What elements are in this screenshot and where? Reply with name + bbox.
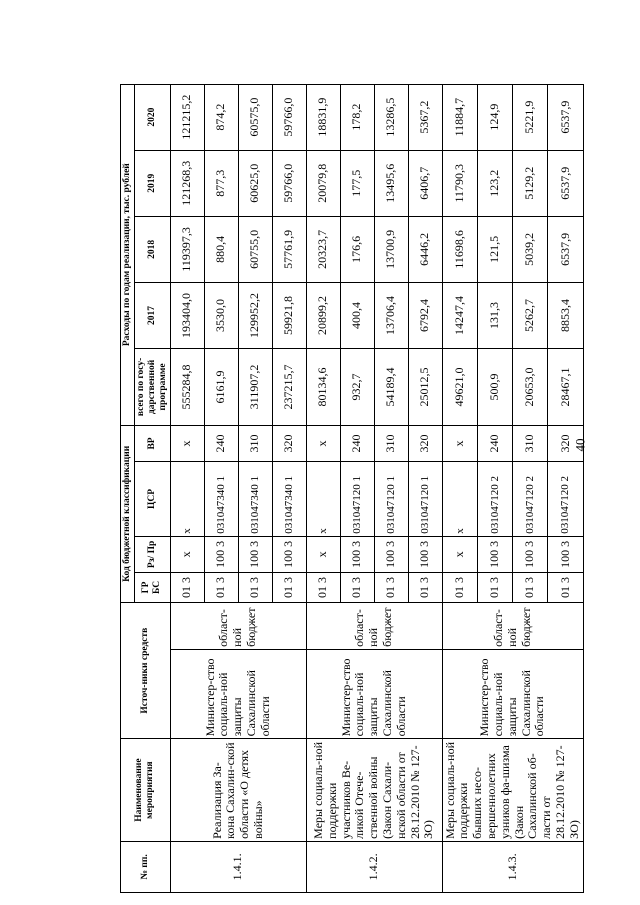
header-grbs: ГР БС	[134, 573, 170, 603]
header-total: всего по госу-дарственной программе	[134, 349, 170, 426]
cell-rzpr: 100 3	[513, 536, 548, 572]
cell-total: 500,9	[477, 349, 512, 426]
row-number: 1.4.2.	[306, 841, 442, 892]
cell-total: 25012,5	[408, 349, 442, 426]
cell-y2019: 13495,6	[374, 150, 408, 216]
cell-vr: 310	[374, 425, 408, 461]
cell-grbs: 01 3	[238, 573, 272, 603]
cell-y2017: 400,4	[340, 282, 374, 348]
header-csr: ЦСР	[134, 462, 170, 537]
cell-csr: 031047120 2	[477, 462, 512, 537]
cell-y2017: 59921,8	[272, 282, 306, 348]
header-year-2020: 2020	[134, 84, 170, 150]
cell-y2017: 14247,4	[442, 282, 477, 348]
cell-vr: 240	[204, 425, 238, 461]
cell-y2020: 124,9	[477, 84, 512, 150]
cell-grbs: 01 3	[306, 573, 340, 603]
cell-grbs: 01 3	[340, 573, 374, 603]
measure-name: Меры социаль-ной поддержки участников Ве-ликой Отече-ственной войны (Закон Сахали-нской области от 28.12.2010 № 127-ЗО)	[306, 739, 442, 841]
cell-y2018: 880,4	[204, 216, 238, 282]
cell-y2019: 5129,2	[513, 150, 548, 216]
cell-csr: 031047120 1	[340, 462, 374, 537]
page-number: 40	[572, 438, 588, 452]
cell-vr: 320	[272, 425, 306, 461]
cell-y2020: 874,2	[204, 84, 238, 150]
cell-grbs: 01 3	[477, 573, 512, 603]
cell-y2017: 3530,0	[204, 282, 238, 348]
cell-y2020: 60575,0	[238, 84, 272, 150]
cell-y2020: 18831,9	[306, 84, 340, 150]
cell-y2018: 57761,9	[272, 216, 306, 282]
table-row	[306, 14, 340, 893]
cell-rzpr: 100 3	[477, 536, 512, 572]
cell-grbs: 01 3	[442, 573, 477, 603]
header-rzpr: Рз/ Пр	[134, 536, 170, 572]
cell-grbs: 01 3	[170, 573, 204, 603]
cell-y2020: 11884,7	[442, 84, 477, 150]
cell-rzpr: 100 3	[374, 536, 408, 572]
cell-y2020: 6537,9	[548, 84, 583, 150]
header-vr: ВР	[134, 425, 170, 461]
cell-grbs: 01 3	[408, 573, 442, 603]
cell-vr: 240	[340, 425, 374, 461]
cell-y2020: 121215,2	[170, 84, 204, 150]
cell-csr: 031047120 2	[513, 462, 548, 537]
rotated-page	[120, 13, 581, 893]
cell-y2018: 60755,0	[238, 216, 272, 282]
cell-vr: x	[170, 425, 204, 461]
header-budget-class: Код бюджетной классификации	[121, 425, 135, 602]
header-year-2017: 2017	[134, 282, 170, 348]
cell-y2017: 13706,4	[374, 282, 408, 348]
cell-csr: x	[306, 462, 340, 537]
cell-y2018: 11698,6	[442, 216, 477, 282]
executor: Министер-ство социаль-ной защиты Сахалинской области	[170, 649, 306, 739]
cell-vr: 320	[548, 425, 583, 461]
cell-y2019: 123,2	[477, 150, 512, 216]
cell-vr: 320	[408, 425, 442, 461]
row-number: 1.4.3.	[442, 841, 583, 892]
cell-y2019: 177,5	[340, 150, 374, 216]
cell-y2017: 131,3	[477, 282, 512, 348]
cell-total: 49621,0	[442, 349, 477, 426]
cell-csr: x	[170, 462, 204, 537]
cell-y2019: 20079,8	[306, 150, 340, 216]
cell-y2017: 129952,2	[238, 282, 272, 348]
row-number: 1.4.1.	[170, 841, 306, 892]
cell-y2020: 5221,9	[513, 84, 548, 150]
cell-rzpr: 100 3	[272, 536, 306, 572]
executor: Министер-ство социаль-ной защиты Сахалинской области	[306, 649, 442, 739]
cell-y2017: 5262,7	[513, 282, 548, 348]
cell-y2018: 119397,3	[170, 216, 204, 282]
funding-source: област-ной бюджет	[170, 602, 306, 649]
cell-rzpr: 100 3	[408, 536, 442, 572]
cell-y2019: 6406,7	[408, 150, 442, 216]
cell-y2018: 176,6	[340, 216, 374, 282]
cell-rzpr: x	[442, 536, 477, 572]
cell-grbs: 01 3	[548, 573, 583, 603]
cell-y2017: 20899,2	[306, 282, 340, 348]
cell-grbs: 01 3	[204, 573, 238, 603]
cell-csr: x	[442, 462, 477, 537]
cell-rzpr: 100 3	[340, 536, 374, 572]
cell-csr: 031047120 1	[374, 462, 408, 537]
cell-y2019: 6537,9	[548, 150, 583, 216]
cell-y2018: 121,5	[477, 216, 512, 282]
cell-grbs: 01 3	[513, 573, 548, 603]
header-year-2018: 2018	[134, 216, 170, 282]
cell-y2020: 59766,0	[272, 84, 306, 150]
cell-y2018: 6537,9	[548, 216, 583, 282]
cell-total: 28467,1	[548, 349, 583, 426]
header-name: Наименование мероприятия	[121, 739, 171, 841]
cell-total: 237215,7	[272, 349, 306, 426]
cell-rzpr: 100 3	[238, 536, 272, 572]
cell-total: 932,7	[340, 349, 374, 426]
cell-csr: 031047120 2	[548, 462, 583, 537]
cell-total: 54189,4	[374, 349, 408, 426]
cell-grbs: 01 3	[374, 573, 408, 603]
cell-total: 80134,6	[306, 349, 340, 426]
cell-y2020: 5367,2	[408, 84, 442, 150]
cell-y2020: 178,2	[340, 84, 374, 150]
cell-y2019: 59766,0	[272, 150, 306, 216]
cell-y2019: 60625,0	[238, 150, 272, 216]
cell-y2020: 13286,5	[374, 84, 408, 150]
cell-total: 311907,2	[238, 349, 272, 426]
cell-y2017: 8853,4	[548, 282, 583, 348]
cell-vr: 240	[477, 425, 512, 461]
cell-rzpr: 100 3	[548, 536, 583, 572]
cell-csr: 031047120 1	[408, 462, 442, 537]
cell-rzpr: x	[306, 536, 340, 572]
header-source: Источ-ники средств	[121, 602, 171, 739]
cell-y2018: 20323,7	[306, 216, 340, 282]
cell-y2019: 877,3	[204, 150, 238, 216]
cell-csr: 031047340 1	[238, 462, 272, 537]
cell-vr: 310	[513, 425, 548, 461]
cell-csr: 031047340 1	[272, 462, 306, 537]
cell-vr: x	[306, 425, 340, 461]
measure-name: Меры социаль-ной поддержки бывших несо-вершеннолетних узников фа-шизма (Закон Сахалинской об-ласти от 28.12.2010 № 127-ЗО)	[442, 739, 583, 841]
header-expenses: Расходы по годам реализации, тыс. рублей	[121, 84, 135, 425]
cell-y2018: 13700,9	[374, 216, 408, 282]
header-no: № пп.	[121, 841, 171, 892]
budget-table	[120, 13, 584, 893]
table-row	[170, 14, 204, 893]
cell-y2019: 121268,3	[170, 150, 204, 216]
measure-name: Реализация За-кона Сахалин-ской области «О детях войны»	[170, 739, 306, 841]
table-row	[442, 14, 477, 893]
cell-grbs: 01 3	[272, 573, 306, 603]
cell-y2017: 6792,4	[408, 282, 442, 348]
cell-y2017: 193404,0	[170, 282, 204, 348]
cell-y2018: 6446,2	[408, 216, 442, 282]
funding-source: област-ной бюджет	[442, 602, 583, 649]
funding-source: област-ной бюджет	[306, 602, 442, 649]
cell-total: 20653,0	[513, 349, 548, 426]
header-year-2019: 2019	[134, 150, 170, 216]
executor: Министер-ство социаль-ной защиты Сахалинской области	[442, 649, 583, 739]
cell-y2019: 11790,3	[442, 150, 477, 216]
cell-y2018: 5039,2	[513, 216, 548, 282]
cell-total: 6161,9	[204, 349, 238, 426]
cell-vr: x	[442, 425, 477, 461]
cell-vr: 310	[238, 425, 272, 461]
cell-rzpr: 100 3	[204, 536, 238, 572]
cell-total: 555284,8	[170, 349, 204, 426]
cell-csr: 031047340 1	[204, 462, 238, 537]
cell-rzpr: x	[170, 536, 204, 572]
